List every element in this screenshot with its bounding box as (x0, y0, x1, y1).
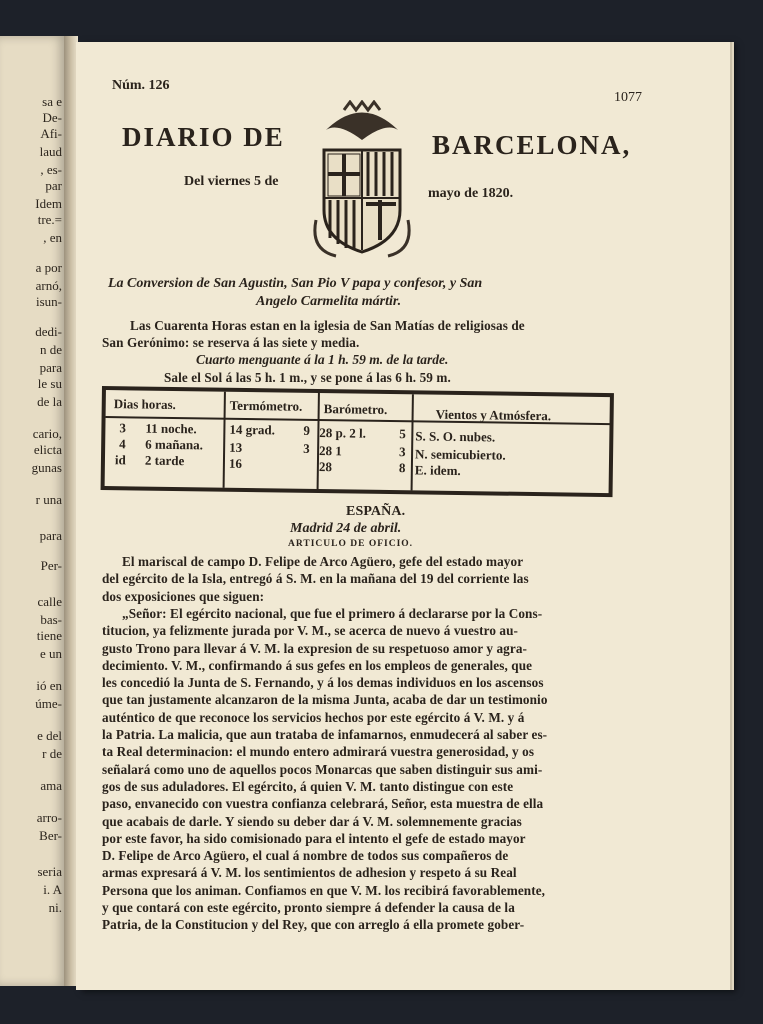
article-line: „Señor: El egército nacional, que fue el primero á declararse por la Cons- (122, 605, 543, 621)
notice-line-2: San Gerónimo: se reserva á las siete y media. (102, 335, 360, 350)
dateline: Madrid 24 de abril. (290, 521, 402, 536)
row2-thermo2: 3 (303, 440, 310, 456)
article-line: les concedió la Junta de S. Fernando, y á los demas individuos en los ascensos (102, 675, 544, 691)
left-page-fragment: De- (42, 110, 62, 125)
row3-day: id (114, 452, 126, 468)
article-line: armas expresará á V. M. los sentimientos de adhesion y respeto á su Real (102, 865, 517, 881)
article-line: El mariscal de campo D. Felipe de Arco Agüero, gefe del estado mayor (122, 554, 524, 569)
article-line: paso, envanecido con vuestra confianza celebrará, Señor, esta muestra de ella (102, 796, 544, 812)
left-page-fragment: par (45, 178, 62, 193)
row3-time: 2 tarde (144, 452, 185, 469)
date-right: mayo de 1820. (428, 186, 514, 201)
article-line: decimiento. V. M., confirmando á sus gefes en los empleos de generales, que (102, 657, 533, 673)
article-line: y que contará con este egército, pronto siempre á defender la causa de la (102, 900, 515, 915)
article-line: por este favor, ha sido comisionado para el intento el gefe de estado mayor (102, 830, 526, 846)
row1-day: 3 (119, 420, 127, 436)
left-page-fragment: i. A (43, 882, 62, 897)
row2-thermo: 13 (229, 439, 243, 455)
left-page-fragment: Ber- (39, 828, 62, 843)
left-page-fragment: seria (37, 864, 62, 879)
sun-times: Sale el Sol á las 5 h. 1 m., y se pone á las 6 h. 59 m. (164, 370, 451, 385)
article-line: que acabais de darle. Y siendo su deber dar á V. M. solemnemente gracias (102, 813, 522, 829)
article-line: gos de sus aduladores. El egército, á quien V. M. tanto distingue con este (102, 778, 514, 794)
row1-time: 11 noche. (145, 420, 197, 437)
subheading: ARTICULO DE OFICIO. (288, 539, 414, 549)
row3-thermo: 16 (228, 455, 243, 471)
article-line: auténtico de que reconoce los servicios hechos por este egército á V. M. y á (102, 709, 525, 725)
row3-baro2: 8 (398, 460, 406, 476)
row1-wind: S. S. O. nubes. (415, 428, 496, 445)
header-days: Dias horas. (113, 396, 176, 413)
left-page-fragment: laud (39, 144, 62, 159)
left-page-fragment: de la (37, 394, 62, 409)
row3-baro: 28 (318, 459, 333, 475)
article-line: señalará como uno de aquellos pocos Monarcas que saben distinguir sus ami- (102, 761, 543, 777)
article-line: titucion, ya felizmente jurada por V. M., se acerca de nuevo á vuestro au- (102, 623, 519, 639)
left-page-fragment: ió en (36, 678, 62, 693)
notice-line-1: Las Cuarenta Horas estan en la iglesia de San Matías de religiosas de (130, 318, 525, 333)
left-page-fragment: e del (37, 728, 62, 743)
row1-thermo: 14 grad. (229, 421, 276, 438)
article-line: la Patria. La malicia, que aun trataba de infamarnos, enmudecerá al saber es- (102, 727, 548, 742)
left-page-fragment: calle (37, 594, 62, 609)
row1-thermo2: 9 (303, 422, 311, 438)
saints-line-1: La Conversion de San Agustin, San Pio V papa y confesor, y San (108, 276, 483, 291)
article-line: Patria, de la Constitucion y del Rey, que con arreglo á ella promete gober- (102, 917, 525, 933)
newspaper-page (76, 42, 730, 990)
left-page-fragment: ama (40, 778, 62, 793)
left-page-fragment: elicta (33, 442, 62, 457)
left-page-fragment: r una (35, 492, 62, 507)
masthead-right: BARCELONA, (432, 130, 632, 160)
saints-line-2: Angelo Carmelita mártir. (256, 294, 402, 309)
issue-number: Núm. 126 (112, 78, 170, 93)
masthead-left: DIARIO DE (122, 122, 285, 152)
page-number: 1077 (614, 90, 642, 105)
left-page-fragment: dedi- (35, 324, 62, 339)
left-page-fragment: úme- (35, 696, 62, 711)
left-page-fragment: para (39, 528, 62, 543)
header-thermometer: Termómetro. (229, 397, 303, 414)
left-page-fragment: tre.= (37, 212, 62, 227)
article-line: dos exposiciones que siguen: (102, 588, 265, 604)
article-line: D. Felipe de Arco Agüero, el cual á nombre de todos sus compañeros de (102, 848, 509, 864)
left-page-fragment: arnó, (35, 278, 62, 293)
section-heading: ESPAÑA. (346, 504, 406, 519)
article-line: del egército de la Isla, entregó á S. M. en la mañana del 19 del corriente las (102, 571, 529, 587)
header-barometer: Barómetro. (323, 401, 388, 417)
left-page-fragment: Idem (35, 196, 62, 211)
left-page-fragment: n de (39, 342, 62, 357)
article-line: Persona que los animan. Confiamos en que V. M. los recibirá favorablemente, (102, 882, 546, 898)
coat-of-arms-icon (306, 100, 418, 260)
left-page-fragment: , es- (40, 162, 62, 177)
row1-baro2: 5 (399, 426, 406, 442)
date-left: Del viernes 5 de (184, 174, 279, 189)
left-page-fragment: tiene (36, 628, 62, 643)
left-page-fragment: Afi- (40, 126, 62, 141)
row2-wind: N. semicubierto. (414, 446, 506, 463)
moon-phase: Cuarto menguante á la 1 h. 59 m. de la tarde. (196, 352, 449, 367)
left-page-fragment: arro- (36, 810, 62, 825)
left-page-fragment: , en (43, 230, 62, 245)
left-page-fragment: cario, (32, 426, 62, 441)
article-line: gusto Trono para llevar á V. M. la expresion de su respetuoso amor y agra- (102, 640, 528, 656)
row2-baro: 28 1 (319, 443, 342, 459)
weather-table (101, 386, 614, 497)
left-page-fragment: a por (35, 260, 62, 275)
left-page-fragment: isun- (36, 294, 62, 309)
left-page-fragment: le su (37, 376, 62, 391)
header-winds: Vientos y Atmósfera. (435, 406, 552, 424)
left-page (0, 36, 66, 986)
row2-baro2: 3 (399, 444, 406, 460)
article-line: que tan justamente alcanzaron de la misma Junta, acaba de dar un testimonio (102, 692, 548, 708)
article-line: ta Real determinacion: el mundo entero admirará vuestra generosidad, y os (102, 744, 535, 760)
left-page-fragment: Per- (40, 558, 62, 573)
left-page-fragment: e un (39, 646, 62, 661)
left-page-fragment: bas- (40, 612, 62, 627)
row3-wind: E. idem. (414, 462, 461, 479)
left-page-fragment: gunas (31, 460, 62, 475)
left-page-fragment: r de (42, 746, 62, 761)
left-page-fragment: para (39, 360, 62, 375)
left-page-fragment: sa e (42, 94, 62, 109)
left-page-fragment: ni. (48, 900, 62, 915)
row2-time: 6 mañana. (145, 436, 204, 453)
row1-baro: 28 p. 2 l. (319, 425, 367, 441)
row2-day: 4 (119, 436, 126, 452)
